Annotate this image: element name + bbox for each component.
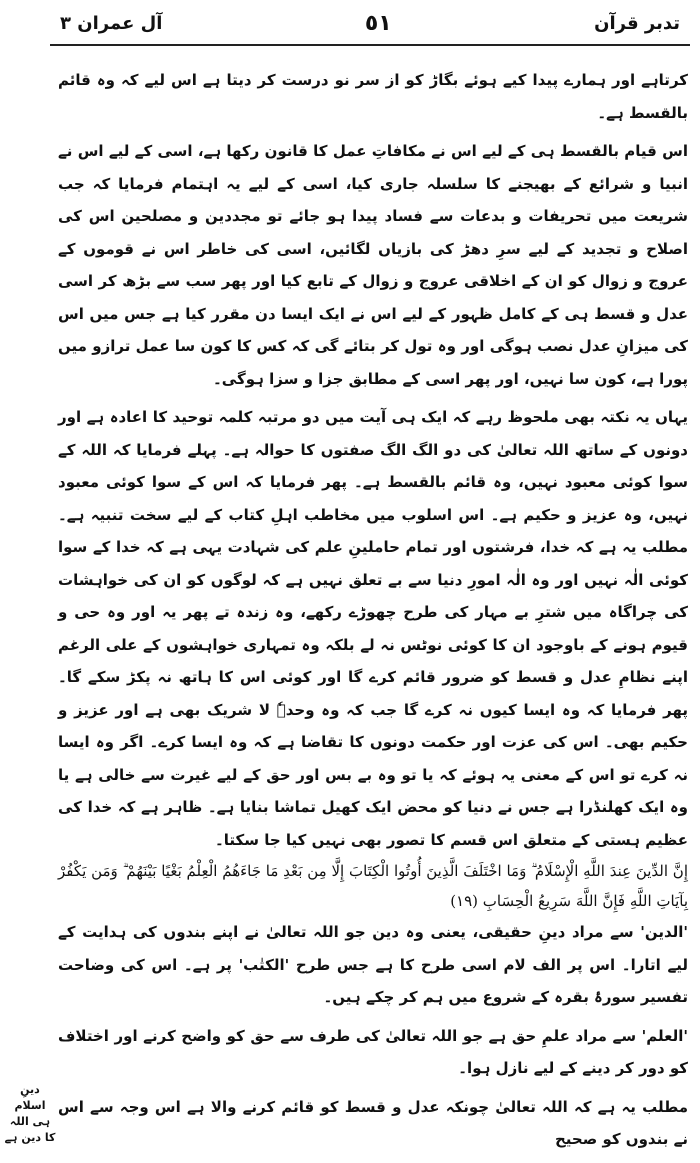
commentary-note: 'العلم' سے مراد علمِ حق ہے جو اللہ تعالیٰ کی طرف سے حق کو واضح کرنے اور اختلاف کو دور کر دینے کے لیے نازل ہوا۔ [58,1026,688,1077]
margin-note: دینِ اسلام ہی اللہ کا دین ہے [4,1083,56,1144]
commentary-note: 'الدین' سے مراد دینِ حقیقی، یعنی وہ دین جو اللہ تعالیٰ نے اپنے بندوں کی ہدایت کے لیے اتارا۔ اس پر الف لام اسی طرح کا ہے جس طرح 'الکتٰب' پر ہے۔ اس کی وضاحت تفسیر سورۂ بقرہ کے شروع میں ہم کر چکے ہیں۔ [58,923,688,1006]
quran-verse: إِنَّ الدِّينَ عِندَ اللَّهِ الْإِسْلَامُ ۗ وَمَا اخْتَلَفَ الَّذِينَ أُوتُوا الْكِتَابَ إِلَّا مِن بَعْدِ مَا جَاءَهُمُ الْعِلْمُ بَغْيًا بَيْنَهُمْ ۗ وَمَن يَكْفُرْ بِآيَاتِ اللَّهِ فَإِنَّ اللَّهَ سَرِيعُ الْحِسَابِ (١٩) [58,862,688,910]
text-body [58,64,688,1156]
commentary-note: مطلب یہ ہے کہ اللہ تعالیٰ چونکہ عدل و قسط کو قائم کرنے والا ہے اس وجہ سے اس نے بندوں کو صحیح [58,1097,688,1148]
page-header [60,6,680,40]
header-rule [50,44,690,46]
paragraph: اس قیام بالقسط ہی کے لیے اس نے مکافاتِ عمل کا قانون رکھا ہے، اسی کے لیے اس نے انبیا و شرائع کے بھیجنے کا سلسلہ جاری کیا، اسی کے لیے یہ اہتمام فرمایا کہ جب شریعت میں تحریفات و بدعات سے فساد پیدا ہو جائے تو مجددین و مصلحین اس کی اصلاح و تجدید کے لیے سرِ دھڑ کی بازیاں لگائیں، اسی کی خاطر اس نے قوموں کے عروج و زوال کو ان کے اخلاقی عروج و زوال کے تابع کیا اور پھر سب سے بڑھ کر اسی عدل و قسط ہی کے کامل ظہور کے لیے اس نے ایک ایسا دن مقرر کیا ہے جس میں اس کی میزانِ عدل نصب ہوگی اور وہ تول کر بتائے گی کہ کس کا کون سا عمل ترازو میں پورا ہے، کون سا نہیں، اور پھر اسی کے مطابق جزا و سزا ہوگی۔ [58,142,688,388]
book-title: تدبر قرآن [594,12,680,34]
paragraph: یہاں یہ نکتہ بھی ملحوظ رہے کہ ایک ہی آیت میں دو مرتبہ کلمہ توحید کا اعادہ ہے اور دونوں کے ساتھ اللہ تعالیٰ کی دو الگ الگ صفتوں کا حوالہ ہے۔ پہلے فرمایا کہ اللہ کے سوا کوئی معبود نہیں، وہ قائم بالقسط ہے۔ پھر فرمایا کہ اس کے سوا کوئی معبود نہیں، وہ عزیز و حکیم ہے۔ اس اسلوب میں مخاطب اہلِ کتاب کے لیے سخت تنبیہ ہے۔ مطلب یہ ہے کہ خدا، فرشتوں اور تمام حاملینِ علم کی شہادت یہی ہے کہ خدا کے سوا کوئی الٰہ نہیں اور وہ الٰہ امورِ دنیا سے بے تعلق نہیں ہے کہ لوگوں کو ان کی خواہشات کی چراگاہ میں شترِ بے مہار کی طرح چھوڑے رکھے، وہ زندہ تے پھر یہ اور وہ حی و قیوم ہونے کے باوجود ان کا کوئی نوٹس نہ لے بلکہ وہ تمہاری خواہشوں کے علی الرغم اپنے نظامِ عدل و قسط کو ضرور قائم کرے گا اور کوئی اس کا ہاتھ نہ پکڑ سکے گا۔ پھر فرمایا کہ وہ ایسا کیوں نہ کرے گا جب کہ وہ وحدہٗ لا شریک بھی ہے اور عزیز و حکیم بھی۔ اس کی عزت اور حکمت دونوں کا تقاضا ہے کہ وہ ایسا کرے۔ اگر وہ ایسا نہ کرے تو اس کے معنی یہ ہوئے کہ یا تو وہ بے بس اور حق کے لیے غیرت سے خالی ہے یا وہ ایک کھلنڈرا ہے جس نے دنیا کو محض ایک کھیل تماشا بنایا ہے۔ ظاہر ہے کہ خدا کی عظیم ہستی کے متعلق اس قسم کا تصور بھی نہیں کیا جا سکتا۔ [58,408,688,849]
paragraph: کرتاہے اور ہمارے پیدا کیے ہوئے بگاڑ کو از سر نو درست کر دیتا ہے اس لیے کہ وہ قائم بالقسط ہے۔ [58,71,688,122]
page-number: ٥١ [364,10,392,36]
surah-name: آل عمران ٣ [60,12,163,34]
